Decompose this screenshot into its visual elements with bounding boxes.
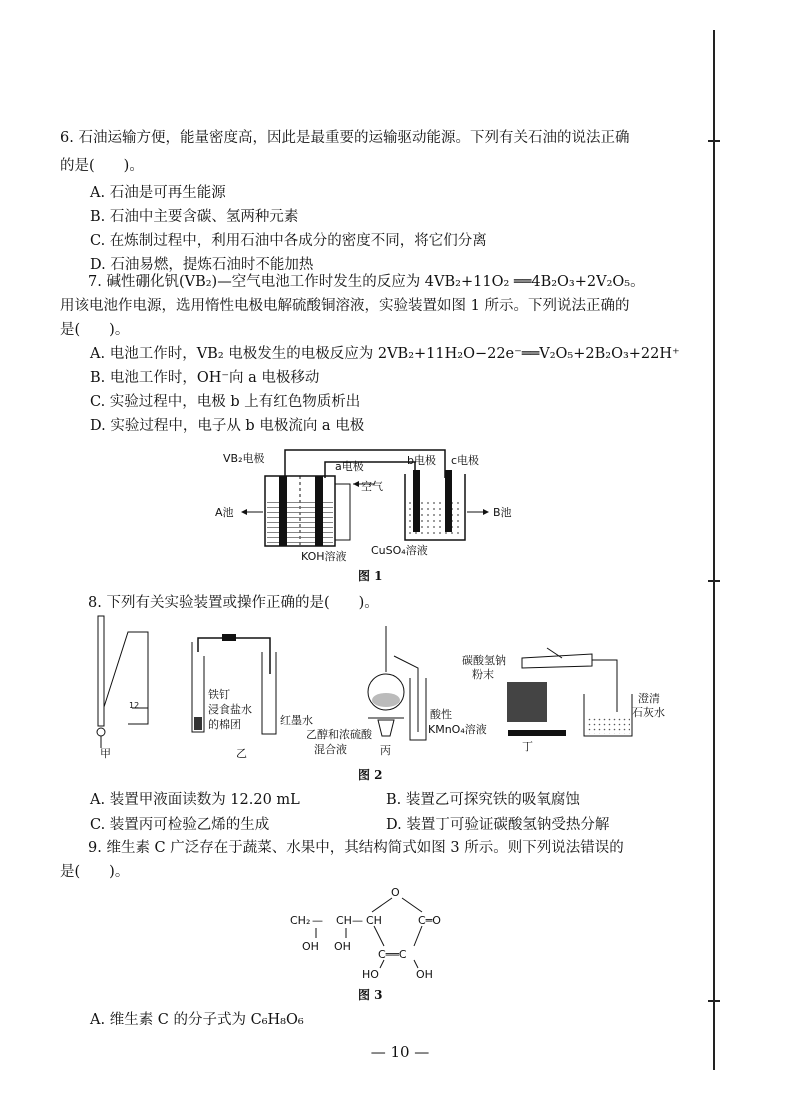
- label-c-electrode: c电极: [451, 454, 480, 467]
- q7-option-a: A. 电池工作时，VB₂ 电极发生的电极反应为 2VB₂+11H₂O−22e⁻══V₂O₅+2B₂O₃+22H⁺: [90, 346, 680, 362]
- atom-ring-oxygen: O: [391, 886, 400, 899]
- q9-stem-line1: 9. 维生素 C 广泛存在于蔬菜、水果中，其结构简式如图 3 所示。则下列说法错误的: [88, 840, 624, 856]
- q9-option-a: A. 维生素 C 的分子式为 C₆H₈O₆: [90, 1012, 304, 1028]
- burette-stopcock: [97, 728, 105, 736]
- bond-dash-2: —: [352, 914, 363, 927]
- q6-stem-line1: 6. 石油运输方便，能量密度高，因此是最重要的运输驱动能源。下列有关石油的说法正确: [60, 130, 630, 146]
- page-number: — 10 —: [370, 1043, 430, 1061]
- bond-c-ho: [380, 960, 384, 968]
- alcohol-lamp: [378, 720, 394, 736]
- c-electrode: [445, 470, 452, 532]
- burette: [98, 616, 104, 726]
- label-nahco3: 碳酸氢钠: [462, 654, 506, 667]
- label-limewater: 石灰水: [632, 706, 665, 719]
- label-yi: 乙: [236, 747, 247, 760]
- bond-o-c: [402, 898, 422, 912]
- q6-option-a: A. 石油是可再生能源: [90, 185, 226, 201]
- alcohol-burner-stand: [507, 682, 547, 722]
- label-cuso4-solution: CuSO₄溶液: [371, 544, 428, 557]
- burette-zoom-lines: [104, 632, 148, 724]
- q6-option-c: C. 在炼制过程中，利用石油中各成分的密度不同，将它们分离: [90, 233, 487, 249]
- q9-stem-line2: 是( )。: [60, 864, 130, 880]
- label-red-ink: 红墨水: [280, 714, 313, 727]
- label-salt-water: 浸食盐水: [208, 703, 252, 716]
- figure-1-electrolysis-diagram: [215, 440, 525, 565]
- label-bing: 丙: [380, 744, 391, 757]
- air-chamber: [335, 484, 350, 540]
- koh-solution: [267, 500, 333, 544]
- q6-option-d: D. 石油易燃，提炼石油时不能加热: [90, 257, 314, 273]
- label-ding: 丁: [522, 740, 533, 753]
- q8-option-d: D. 装置丁可验证碳酸氢钠受热分解: [386, 817, 610, 833]
- group-ch-ring: CH: [366, 914, 382, 927]
- label-a-electrode: a电极: [335, 460, 364, 473]
- arrow-head: [241, 509, 247, 515]
- group-oh-1: OH: [302, 940, 319, 953]
- bond-dash-1: —: [312, 914, 323, 927]
- label-iron-nail: 铁钉: [208, 688, 230, 701]
- figure-3-vitamin-c-structure: [290, 880, 480, 980]
- gas-delivery-tube: [592, 660, 617, 712]
- q8-option-c: C. 装置丙可检验乙烯的生成: [90, 817, 270, 833]
- vb2-electrode: [279, 476, 287, 546]
- group-oh-2: OH: [334, 940, 351, 953]
- q8-option-b: B. 装置乙可探究铁的吸氧腐蚀: [386, 792, 580, 808]
- b-electrode: [413, 470, 420, 532]
- cotton-ball: [194, 717, 202, 730]
- bond-o-ch: [372, 898, 392, 912]
- q7-stem-line3: 是( )。: [60, 322, 130, 338]
- figure-2-caption: 图 2: [358, 768, 383, 782]
- q7-option-c: C. 实验过程中，电极 b 上有红色物质析出: [90, 394, 361, 410]
- binding-margin-line: [713, 30, 715, 1070]
- bond-c-oh: [414, 960, 418, 968]
- rubber-connector: [222, 634, 236, 641]
- group-carbonyl: C═O: [418, 914, 441, 927]
- q7-stem-line1: 7. 碱性硼化钒(VB₂)—空气电池工作时发生的反应为 4VB₂+11O₂ ══4B₂O₃+2V₂O₅。: [88, 274, 645, 290]
- label-jia: 甲: [100, 747, 111, 760]
- q8-stem: 8. 下列有关实验装置或操作正确的是( )。: [88, 595, 379, 611]
- figure-1-caption: 图 1: [358, 569, 383, 583]
- air-arrow-head: [353, 481, 359, 487]
- label-cotton: 的棉团: [208, 718, 241, 731]
- label-clear: 澄清: [638, 692, 660, 705]
- group-ch2: CH₂: [290, 914, 311, 927]
- burette-tick-12: 12: [129, 701, 140, 710]
- bond-ch-c: [374, 926, 384, 946]
- group-ch: CH: [336, 914, 352, 927]
- label-pool-a: A池: [215, 506, 234, 519]
- q7-option-d: D. 实验过程中，电子从 b 电极流向 a 电极: [90, 418, 365, 434]
- margin-tick: [708, 580, 720, 582]
- limewater: [586, 716, 630, 734]
- figure-3-caption: 图 3: [358, 988, 383, 1002]
- group-c-double-c: C══C: [378, 948, 407, 961]
- group-oh-3: OH: [416, 968, 433, 980]
- q7-option-b: B. 电池工作时，OH⁻向 a 电极移动: [90, 370, 320, 386]
- label-ethanol-mix1: 乙醇和浓硫酸: [306, 728, 372, 741]
- margin-tick: [708, 1000, 720, 1002]
- arrow-head: [483, 509, 489, 515]
- group-ho: HO: [362, 968, 379, 980]
- a-electrode: [315, 476, 323, 546]
- test-tube-right: [262, 652, 276, 734]
- q7-stem-line2: 用该电池作电源，选用惰性电极电解硫酸铜溶液，实验装置如图 1 所示。下列说法正确的: [60, 298, 630, 314]
- heating-test-tube: [522, 654, 592, 668]
- base-plate: [508, 730, 566, 736]
- label-acidic: 酸性: [430, 708, 452, 721]
- bond-c-c: [414, 926, 422, 946]
- label-ethanol-mix2: 混合液: [314, 743, 347, 756]
- q6-stem-line2: 的是( )。: [60, 158, 144, 174]
- label-pool-b: B池: [493, 506, 512, 519]
- q6-option-b: B. 石油中主要含碳、氢两种元素: [90, 209, 299, 225]
- label-koh-solution: KOH溶液: [301, 550, 347, 563]
- label-b-electrode: b电极: [407, 454, 436, 467]
- delivery-tube: [394, 656, 418, 732]
- connecting-tube: [198, 638, 270, 674]
- margin-tick: [708, 140, 720, 142]
- q8-option-a: A. 装置甲液面读数为 12.20 mL: [90, 792, 300, 808]
- figure-2-apparatus: [92, 612, 672, 762]
- label-kmno4: KMnO₄溶液: [428, 723, 487, 736]
- label-vb2-electrode: VB₂电极: [223, 452, 265, 465]
- label-powder: 粉末: [472, 668, 494, 681]
- flask-liquid: [372, 693, 400, 707]
- label-air: 空气: [361, 480, 383, 493]
